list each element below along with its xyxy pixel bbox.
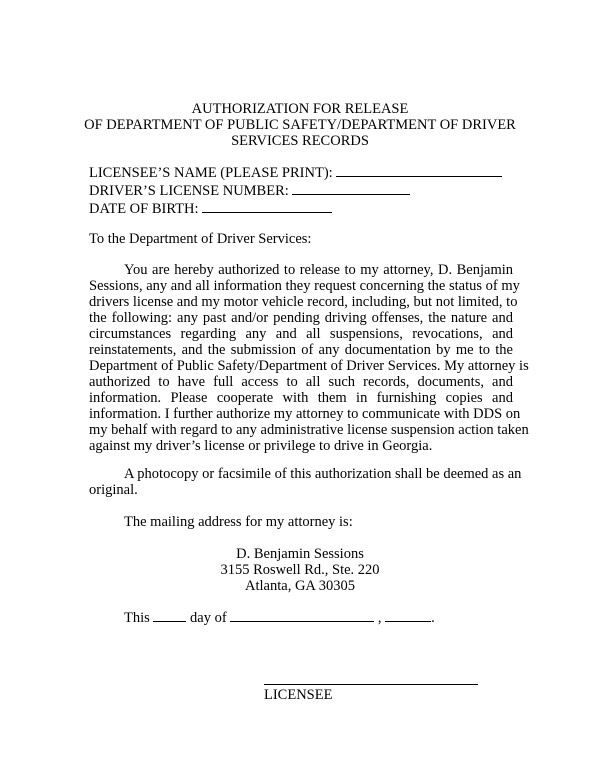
authorization-paragraph	[89, 262, 529, 454]
attorney-city: Atlanta, GA 30305	[245, 578, 355, 594]
attorney-street: 3155 Roswell Rd., Ste. 220	[220, 562, 380, 578]
license-number-label: DRIVER’S LICENSE NUMBER:	[89, 183, 289, 199]
licensee-fields	[89, 164, 502, 218]
licensee-signature-label: LICENSEE	[264, 687, 333, 703]
attorney-name: D. Benjamin Sessions	[236, 546, 364, 562]
document-title	[0, 101, 600, 149]
title-line-1: AUTHORIZATION FOR RELEASE	[191, 101, 409, 117]
paragraph-line: You are hereby authorized to release to my attorney, D. Benjamin	[124, 262, 513, 278]
paragraph-line: my behalf with regard to any administrative license suspension action taken	[89, 422, 529, 438]
signature-line[interactable]	[264, 684, 478, 685]
date-comma: ,	[377, 610, 382, 626]
year-blank[interactable]	[385, 609, 431, 622]
paragraph-line: original.	[89, 482, 138, 498]
date-of-birth-label: DATE OF BIRTH:	[89, 201, 199, 217]
paragraph-line: A photocopy or facsimile of this authorization shall be deemed as an	[124, 466, 522, 482]
paragraph-line: the following: any past and/or pending driving offenses, the nature and	[89, 310, 513, 326]
day-blank[interactable]	[153, 609, 186, 622]
attorney-address	[0, 546, 600, 594]
licensee-name-row	[89, 164, 502, 182]
license-number-blank[interactable]	[292, 182, 410, 195]
paragraph-line: Department of Public Safety/Department of Driver Services. My attorney is	[89, 358, 529, 374]
date-this-label: This	[124, 610, 150, 626]
date-period: .	[431, 610, 435, 626]
mailing-intro: The mailing address for my attorney is:	[124, 514, 353, 530]
licensee-name-blank[interactable]	[336, 164, 502, 177]
paragraph-line: against my driver’s license or privilege to drive in Georgia.	[89, 438, 433, 454]
paragraph-line: drivers license and my motor vehicle record, including, but not limited, to	[89, 294, 518, 310]
paragraph-line: reinstatements, and the submission of any documentation by me to the	[89, 342, 513, 358]
paragraph-line: authorized to have full access to all such records, documents, and	[89, 374, 513, 390]
date-day-of-label: day of	[190, 610, 227, 626]
date-line	[124, 609, 435, 627]
title-line-3: SERVICES RECORDS	[231, 133, 369, 149]
paragraph-line: circumstances regarding any and all suspensions, revocations, and	[89, 326, 513, 342]
paragraph-line: information. Please cooperate with them in furnishing copies and	[89, 390, 513, 406]
salutation: To the Department of Driver Services:	[89, 231, 312, 247]
date-of-birth-blank[interactable]	[202, 200, 332, 213]
license-number-row	[89, 182, 502, 200]
paragraph-line: information. I further authorize my attorney to communicate with DDS on	[89, 406, 521, 422]
date-of-birth-row	[89, 200, 502, 218]
month-blank[interactable]	[230, 609, 374, 622]
paragraph-line: Sessions, any and all information they request concerning the status of my	[89, 278, 520, 294]
title-line-2: OF DEPARTMENT OF PUBLIC SAFETY/DEPARTMENT OF DRIVER	[84, 117, 516, 133]
licensee-name-label: LICENSEE’S NAME (PLEASE PRINT):	[89, 165, 333, 181]
photocopy-paragraph	[89, 466, 522, 498]
